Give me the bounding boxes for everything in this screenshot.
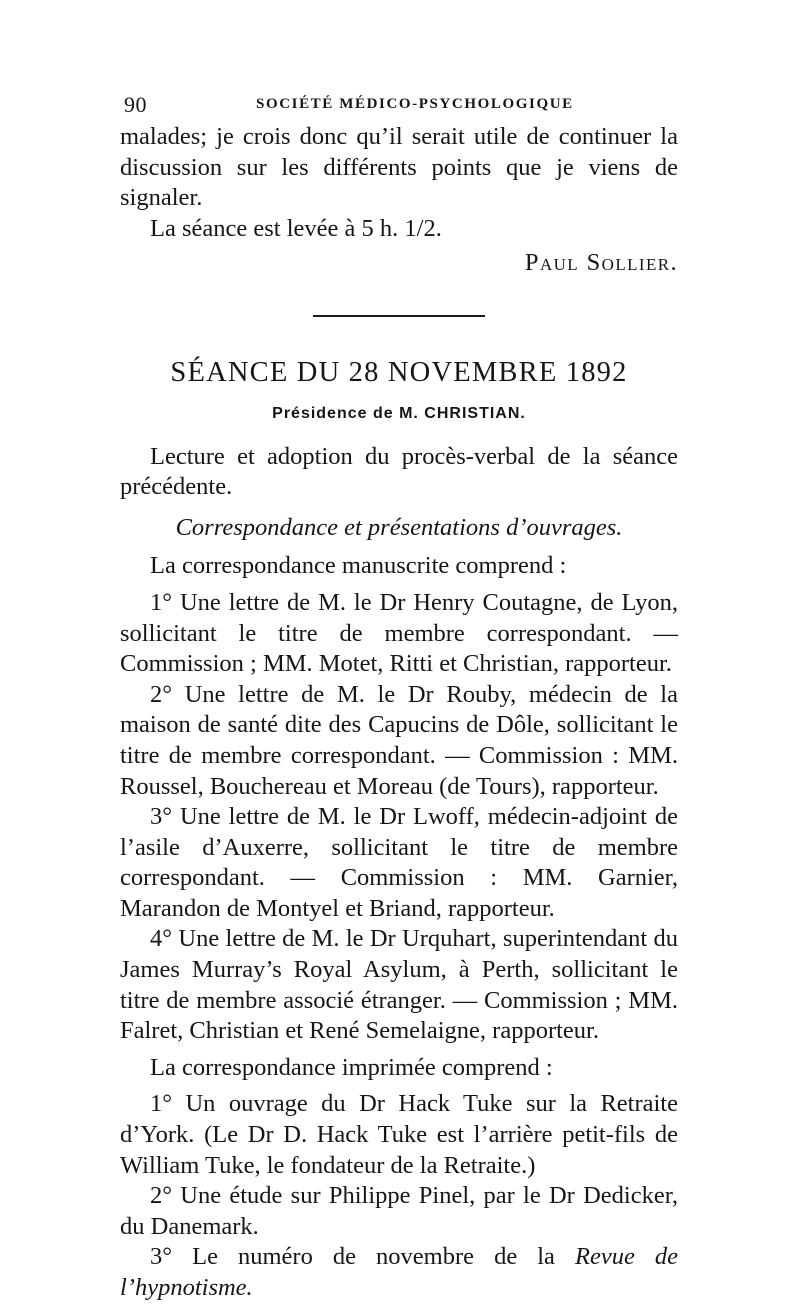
paragraph-minutes: Lecture et adoption du procès-verbal de la séance précédente. (120, 442, 678, 501)
list-item: 2° Une lettre de M. le Dr Rouby, médecin de la maison de santé dite des Capucins de Dôle, sollicitant le titre de membre correspondant. — Commission : MM. Roussel, Bouchereau et Moreau (de Tours), rapporteur. (120, 680, 678, 800)
review-title: Revue de l’hypnotisme. (120, 1243, 678, 1301)
section-divider (313, 315, 485, 317)
paragraph-printed-intro: La correspondance imprimée comprend : (150, 1053, 553, 1081)
page-number: 90 (124, 92, 147, 117)
subheading-correspondence: Correspondance et présentations d’ouvrages. (175, 513, 623, 541)
list-item: 2° Une étude sur Philippe Pinel, par le Dr Dedicker, du Danemark. (120, 1182, 678, 1240)
review-prefix: 3° Le numéro de novembre de la (150, 1243, 575, 1271)
paragraph-closing-remarks: malades; je crois donc qu’il serait utile de continuer la discussion sur les différents points que je viens de signaler. (120, 123, 678, 212)
paragraph-manuscript-intro: La correspondance manuscrite comprend : (150, 552, 567, 580)
section-title: SÉANCE DU 28 NOVEMBRE 1892 (170, 356, 628, 388)
running-head: SOCIÉTÉ MÉDICO-PSYCHOLOGIQUE (256, 96, 574, 112)
list-item-review (120, 1242, 678, 1303)
text-block (120, 122, 678, 1304)
list-item: 4° Une lettre de M. le Dr Urquhart, superintendant du James Murray’s Royal Asylum, à Perth, sollicitant le titre de membre associé étranger. — Commission ; MM. Falret, Christian et René Semelaigne, rapporteur. (120, 925, 678, 1045)
list-item: 1° Un ouvrage du Dr Hack Tuke sur la Retraite d’York. (Le Dr D. Hack Tuke est l’arrière petit-fils de William Tuke, le fondateur de la Retraite.) (120, 1090, 678, 1179)
paragraph-session-closed: La séance est levée à 5 h. 1/2. (150, 214, 442, 242)
page-header (124, 92, 680, 118)
signature: Paul Sollier. (524, 249, 678, 277)
list-item: 3° Une lettre de M. le Dr Lwoff, médecin-adjoint de l’asile d’Auxerre, sollicitant le titre de membre correspondant. — Commission : MM. Garnier, Marandon de Montyel et Briand, rapporteur. (120, 803, 678, 922)
presidency-line: Présidence de M. CHRISTIAN. (272, 404, 526, 422)
list-item: 1° Une lettre de M. le Dr Henry Coutagne, de Lyon, sollicitant le titre de membre correspondant. — Commission ; MM. Motet, Ritti et Christian, rapporteur. (120, 588, 678, 678)
